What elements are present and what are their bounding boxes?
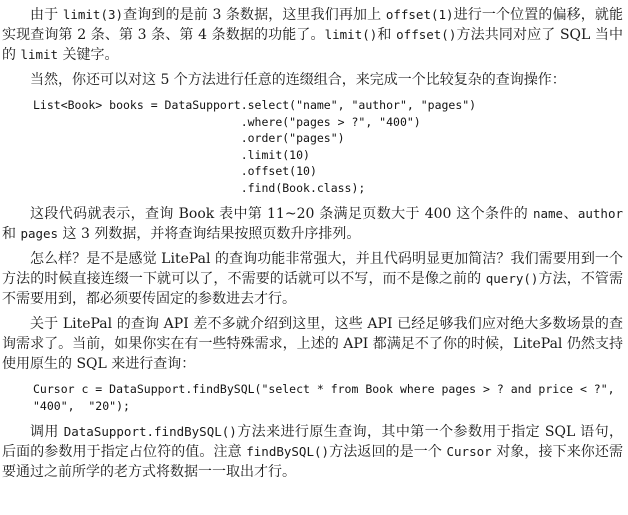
inline-code-name: name (532, 206, 564, 221)
code-line: .offset(10) (33, 164, 317, 178)
text-run: 和 (377, 27, 397, 43)
inline-code-cursor: Cursor (446, 444, 492, 459)
text-run: 查询到的是前 3 条数据，这里我们再加上 (123, 7, 386, 23)
code-line: .where("pages > ?", "400") (33, 114, 421, 129)
inline-code-offset: offset() (396, 27, 457, 42)
paragraph-chaining-intro (2, 70, 623, 90)
text-run: 方法返回的是一个 (329, 444, 447, 460)
code-line: .order("pages") (33, 131, 345, 145)
text-run: 方法共同对应了 SQL 当中的 (2, 27, 624, 63)
inline-code-author: author (577, 206, 623, 221)
code-line: .limit(10) (33, 147, 310, 162)
code-line: List<Book> books = DataSupport.select("name", "author", "pages") (33, 98, 477, 112)
text-run: 由于 (30, 7, 63, 23)
code-line: "400", "20"); (33, 398, 130, 413)
paragraph-limit-offset-explanation (2, 5, 623, 65)
text-run: 对象，接下来你还需要通过之前所学的老方式将数据一一取出才行。 (2, 444, 624, 480)
text-run: 和 (2, 226, 21, 242)
text-run: 这 3 列数据，并将查询结果按照页数升序排列。 (58, 226, 361, 242)
code-block-raw-sql (33, 381, 623, 414)
text-run: 怎么样？是不是感觉 LitePal 的查询功能非常强大，并且代码明显更加简洁？我们需要用到一个方法的时候直接连缀一下就可以了，不需要的话就可以不写，而不是像之前的 (2, 251, 623, 287)
inline-code-limit: limit() (324, 27, 378, 42)
inline-code-offset1: offset(1) (385, 7, 454, 22)
text-run: 这段代码就表示，查询 Book 表中第 11~20 条满足页数大于 400 这个条件的 (30, 206, 533, 222)
inline-code-query: query() (485, 271, 539, 286)
text-run: 调用 (30, 424, 64, 440)
text-run: 进行一个位置的偏移，就能实现查询第 2 条、第 3 条、第 4 条数据的功能了。 (2, 7, 624, 43)
inline-code-limit3: limit(3) (62, 7, 124, 22)
text-run: 关于 LitePal 的查询 API 差不多就介绍到这里，这些 API 已经足够我们应对绝大多数场景的查询需求了。当前，如果你实在有一些特殊需求，上述的 API 都满足不了你的时候，LitePal 仍然支持使用原生的 SQL 来进行查询： (2, 316, 623, 372)
text-run: 方法，不管需不需要用到，都必须要传固定的参数进去才行。 (2, 271, 624, 307)
paragraph-code-explanation (2, 204, 623, 244)
inline-code-datasupport-findbysql: DataSupport.findBySQL() (63, 424, 237, 439)
text-run: 、 (563, 206, 578, 222)
inline-code-findbysql: findBySQL() (246, 444, 330, 459)
inline-code-limit-keyword: limit (20, 47, 59, 62)
inline-code-pages: pages (20, 226, 59, 241)
paragraph-findbysql-explanation (2, 422, 623, 482)
paragraph-litepal-advantage (2, 249, 623, 309)
text-run: 关键字。 (58, 47, 119, 63)
code-line: .find(Book.class); (33, 180, 366, 195)
code-line: Cursor c = DataSupport.findBySQL("select * from Book where pages > ? and price < ?", (33, 382, 615, 396)
text-run: 当然，你还可以对这 5 个方法进行任意的连缀组合，来完成一个比较复杂的查询操作： (30, 72, 566, 88)
code-block-chained-query (33, 97, 623, 196)
paragraph-api-summary (2, 314, 623, 374)
text-run: 方法来进行原生查询，其中第一个参数用于指定 SQL 语句，后面的参数用于指定占位符的值。注意 (2, 424, 624, 460)
